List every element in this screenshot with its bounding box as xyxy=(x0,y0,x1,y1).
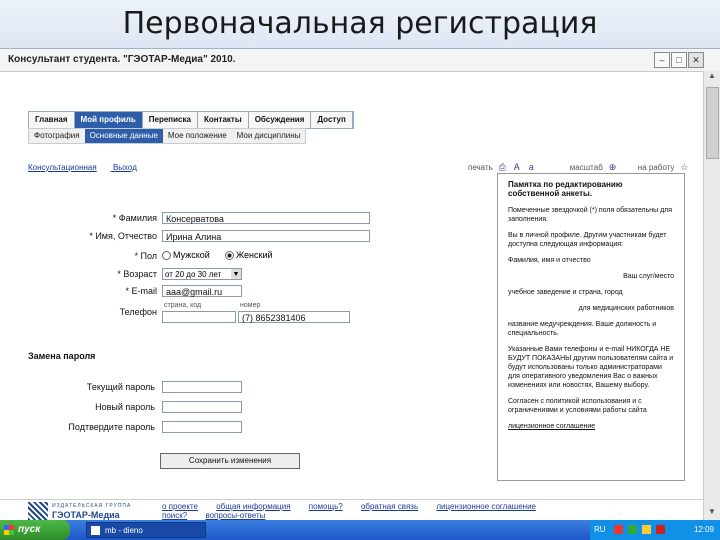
footer-link[interactable]: общая информация xyxy=(216,502,291,511)
confirm-password-input[interactable] xyxy=(162,421,242,433)
language-indicator[interactable]: RU xyxy=(594,525,606,534)
maximize-icon[interactable]: □ xyxy=(671,52,687,68)
star-icon[interactable]: ☆ xyxy=(680,162,689,172)
print-label: печать xyxy=(468,163,493,172)
windows-logo-icon xyxy=(4,525,14,535)
tab-profile[interactable]: Мой профиль xyxy=(75,112,143,128)
memo-text: Ваш слуг/место xyxy=(623,273,674,280)
zoom-icon[interactable]: ⊕ xyxy=(608,162,617,172)
new-password-input[interactable] xyxy=(162,401,242,413)
gender-female-radio[interactable] xyxy=(225,251,234,260)
footer-link[interactable]: обратная связь xyxy=(360,502,419,511)
memo-text: для медицинских работников xyxy=(578,305,674,312)
logout-link[interactable]: Выход xyxy=(112,163,137,172)
top-links xyxy=(28,163,151,172)
current-password-label: Текущий пароль xyxy=(86,382,155,392)
clock: 12:09 xyxy=(693,525,714,534)
memo-text: Согласен с политикой использования и с ограничениями и условиями работы сайта xyxy=(508,398,647,414)
fav-label: на работу xyxy=(637,163,675,172)
font-larger-icon[interactable]: A xyxy=(513,162,520,172)
phone-label: Телефон xyxy=(119,307,157,317)
tab-contacts[interactable]: Контакты xyxy=(198,112,249,128)
surname-label: * Фамилия xyxy=(112,213,157,223)
subtab-main-data[interactable]: Основные данные xyxy=(85,129,163,143)
memo-text: Указанные Вами телефоны и e-mail НИКОГДА НЕ БУДУТ ПОКАЗАНЫ другим пользователям сайта и будут использованы только администраторами для оперативного уведомления Вас о важных изменениях или новостях, Вашему выбору. xyxy=(508,346,674,389)
age-select[interactable] xyxy=(162,268,242,280)
footer-links xyxy=(162,502,552,520)
memo-text: Фамилия, имя и отчество xyxy=(508,257,591,264)
memo-heading: Памятка по редактированию собственной анкеты. xyxy=(508,180,623,198)
start-button[interactable] xyxy=(0,520,70,540)
vertical-scrollbar[interactable] xyxy=(703,71,720,521)
main-tabs xyxy=(28,111,354,129)
name-input[interactable]: Ирина Алина xyxy=(162,230,370,242)
new-password-label: Новый пароль xyxy=(95,402,155,412)
profile-subtabs xyxy=(28,128,306,144)
memo-text: учебное заведение и страна, город xyxy=(508,289,623,296)
logo-name: ГЭОТАР-Медиа xyxy=(52,510,120,520)
gender-male-radio[interactable] xyxy=(162,251,171,260)
memo-text: название медучреждения. Ваше должность и специальность. xyxy=(508,321,657,337)
tray-app-icon[interactable] xyxy=(656,525,665,534)
memo-text: Вы в личной профиле. Другим участникам будет доступна следующая информация: xyxy=(508,232,667,248)
gender-female-label: Женский xyxy=(235,250,273,260)
close-icon[interactable]: ✕ xyxy=(688,52,704,68)
logo-top-text: ИЗДАТЕЛЬСКАЯ ГРУППА xyxy=(52,503,132,509)
geotar-logo[interactable] xyxy=(28,502,146,520)
phone-number-input[interactable]: (7) 8652381406 xyxy=(238,311,350,323)
phone-code-label: страна, код xyxy=(164,302,202,309)
surname-input[interactable]: Консерватова xyxy=(162,212,370,224)
current-password-input[interactable] xyxy=(162,381,242,393)
age-label: * Возраст xyxy=(117,269,157,279)
tab-home[interactable]: Главная xyxy=(29,112,75,128)
email-input[interactable]: aaa@gmail.ru xyxy=(162,285,242,297)
chevron-down-icon: ▼ xyxy=(232,271,240,278)
footer-link[interactable]: лицензионное соглашение xyxy=(436,502,536,511)
site-footer xyxy=(0,499,703,522)
footer-link[interactable]: вопросы-ответы xyxy=(205,511,266,520)
phone-number-label: номер xyxy=(240,302,261,309)
scroll-thumb[interactable] xyxy=(706,87,719,159)
memo-text: Помеченные звездочкой (*) поля обязательны для заполнения. xyxy=(508,207,673,223)
minimize-icon[interactable]: – xyxy=(654,52,670,68)
subtab-disciplines[interactable]: Мои дисциплины xyxy=(236,131,301,140)
phone-code-input[interactable] xyxy=(162,311,236,323)
agreement-link[interactable]: лицензионное соглашение xyxy=(508,423,596,430)
volume-icon[interactable] xyxy=(642,525,651,534)
gender-male-label: Мужской xyxy=(173,250,210,260)
print-icon[interactable]: ⎙ xyxy=(498,162,506,172)
confirm-password-label: Подтвердите пароль xyxy=(68,422,155,432)
footer-link[interactable]: поиск? xyxy=(162,511,188,520)
subtab-position[interactable]: Мое положение xyxy=(167,131,227,140)
scroll-down-icon[interactable]: ▼ xyxy=(708,507,716,516)
name-label: * Имя, Отчество xyxy=(89,231,157,241)
taskbar-item[interactable] xyxy=(86,522,206,538)
tab-discussions[interactable]: Обсуждения xyxy=(249,112,312,128)
zoom-label: масштаб xyxy=(569,163,603,172)
gender-label: * Пол xyxy=(134,251,157,261)
system-tray xyxy=(590,520,720,540)
window-titlebar xyxy=(0,49,720,72)
taskbar xyxy=(0,520,720,540)
save-button[interactable]: Сохранить изменения xyxy=(160,453,300,469)
toolbar xyxy=(468,163,689,172)
memo-panel xyxy=(497,173,685,481)
email-label: * E-mail xyxy=(125,286,157,296)
subtab-photo[interactable]: Фотография xyxy=(34,131,80,140)
gender-group xyxy=(162,250,273,260)
slide-title: Первоначальная регистрация xyxy=(0,0,720,48)
window-title: Консультант студента. "ГЭОТАР-Медиа" 2010. xyxy=(8,54,236,65)
font-smaller-icon[interactable]: a xyxy=(528,162,534,172)
antivirus-icon[interactable] xyxy=(614,525,623,534)
password-section-title: Замена пароля xyxy=(28,351,96,361)
tab-access[interactable]: Доступ xyxy=(311,112,352,128)
window-icon xyxy=(91,526,100,535)
start-label: пуск xyxy=(18,524,41,535)
footer-link[interactable]: о проекте xyxy=(162,502,198,511)
browser-window xyxy=(0,48,720,521)
page-content xyxy=(0,71,703,521)
network-icon[interactable] xyxy=(628,525,637,534)
age-select-value: от 20 до 30 лет xyxy=(165,270,222,279)
logo-mark-icon xyxy=(28,502,48,520)
footer-link[interactable]: помощь? xyxy=(308,502,343,511)
tab-messages[interactable]: Переписка xyxy=(143,112,198,128)
scroll-up-icon[interactable]: ▲ xyxy=(708,71,716,80)
taskbar-item-label: mb - dieno xyxy=(105,526,143,535)
consult-link[interactable]: Консультационная xyxy=(28,163,97,172)
